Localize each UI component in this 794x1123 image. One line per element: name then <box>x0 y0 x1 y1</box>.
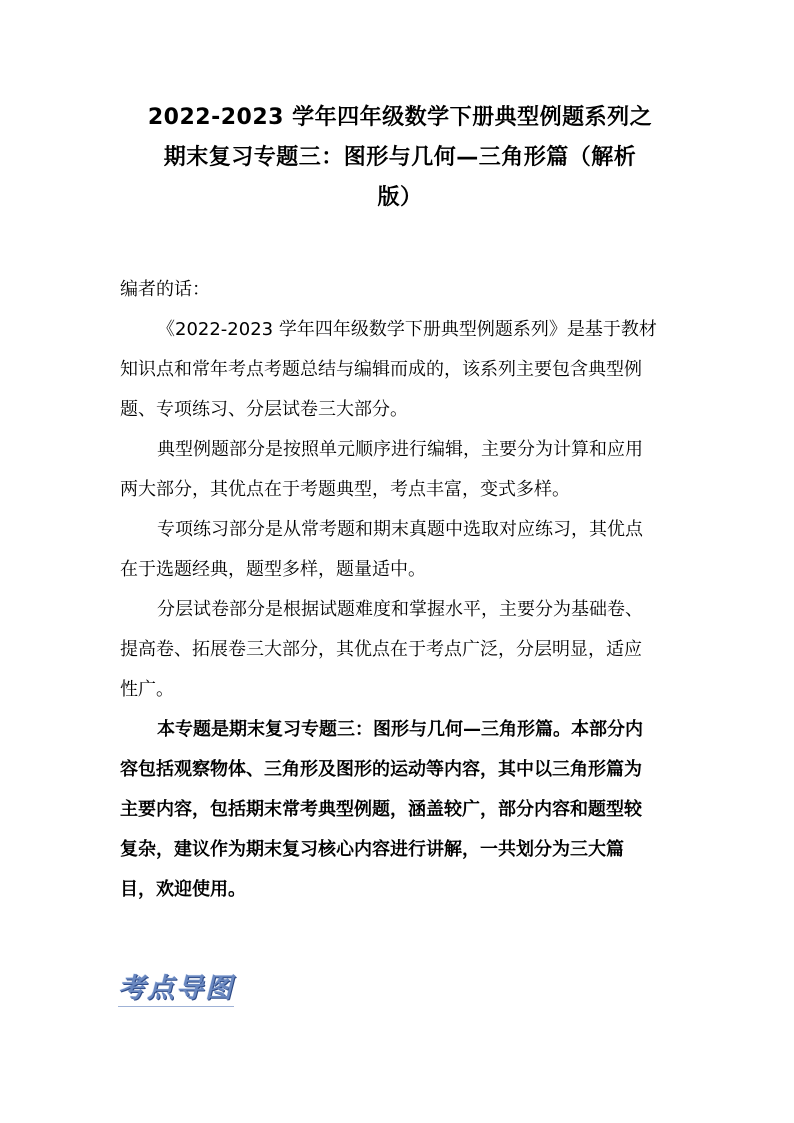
paragraph-line: 性广。 <box>120 679 174 700</box>
paragraph-line: 专项练习部分是从常考题和期末真题中选取对应练习，其优点 <box>157 519 643 540</box>
paragraph-line: 提高卷、拓展卷三大部分，其优点在于考点广泛，分层明显，适应 <box>120 639 642 660</box>
paragraph-line: 本专题是期末复习专题三：图形与几何—三角形篇。本部分内 <box>157 719 643 740</box>
document-title <box>140 98 660 218</box>
paragraph-line: 容包括观察物体、三角形及图形的运动等内容，其中以三角形篇为 <box>120 759 642 780</box>
paragraph-tiered-tests <box>120 590 668 710</box>
paragraph-line: 在于选题经典，题型多样，题量适中。 <box>120 559 426 580</box>
paragraph-intro <box>120 310 668 430</box>
paragraph-special-practice <box>120 510 668 590</box>
paragraph-line: 分层试卷部分是根据试题难度和掌握水平，主要分为基础卷、 <box>157 599 643 620</box>
paragraph-typical-examples <box>120 430 668 510</box>
editor-heading-text: 编者的话： <box>120 279 210 300</box>
title-line-1: 2022-2023 学年四年级数学下册典型例题系列之 <box>147 105 653 130</box>
paragraph-line: 复杂，建议作为期末复习核心内容进行讲解，一共划分为三大篇 <box>120 839 624 860</box>
paragraph-line: 题、专项练习、分层试卷三大部分。 <box>120 399 408 420</box>
paragraph-line: 两大部分，其优点在于考题典型，考点丰富，变式多样。 <box>120 479 570 500</box>
paragraph-line: 典型例题部分是按照单元顺序进行编辑，主要分为计算和应用 <box>157 439 643 460</box>
paragraph-line: 《2022-2023 学年四年级数学下册典型例题系列》是基于教材 <box>157 319 657 340</box>
document-body <box>120 270 668 910</box>
title-line-2: 期末复习专题三：图形与几何—三角形篇（解析 <box>163 145 637 170</box>
paragraph-topic-summary <box>120 710 668 910</box>
paragraph-line: 主要内容，包括期末常考典型例题，涵盖较广，部分内容和题型较 <box>120 799 642 820</box>
editor-heading <box>120 270 668 310</box>
title-line-3: 版） <box>377 185 423 210</box>
paragraph-line: 知识点和常年考点考题总结与编辑而成的，该系列主要包含典型例 <box>120 359 642 380</box>
paragraph-line: 目，欢迎使用。 <box>120 879 246 900</box>
section-heading-mindmap: 考点导图 <box>118 966 234 1005</box>
